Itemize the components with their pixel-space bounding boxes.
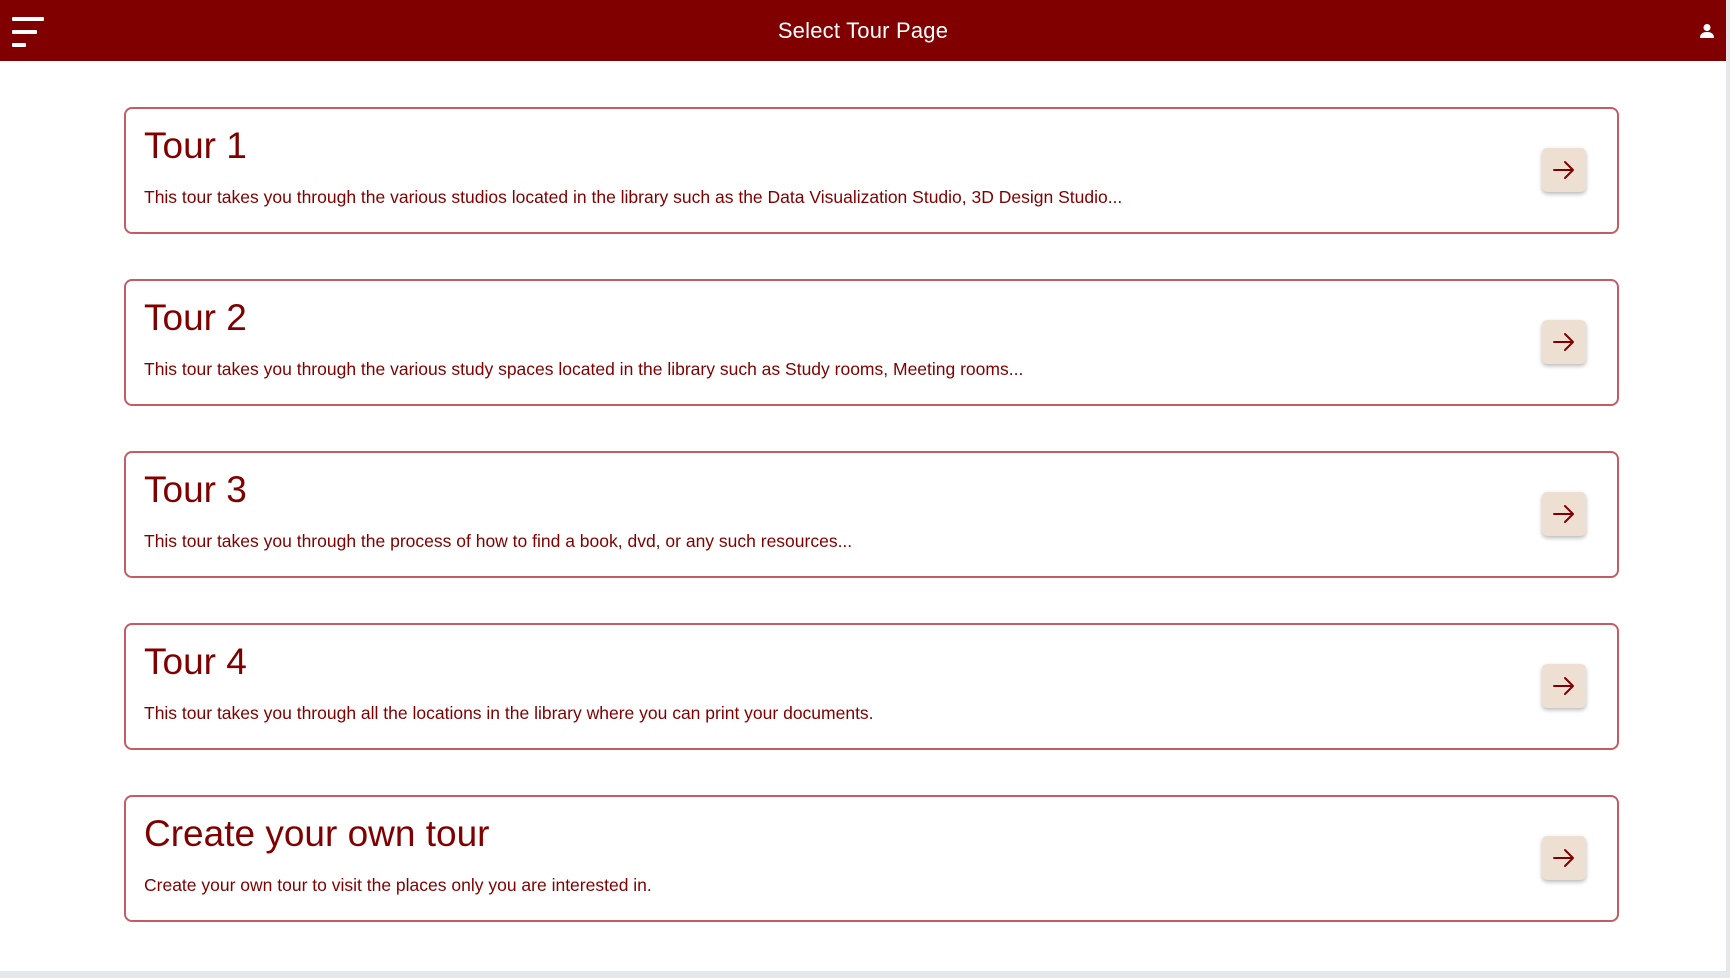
arrow-right-icon xyxy=(1552,330,1576,354)
tour-title: Tour 3 xyxy=(144,469,247,510)
start-tour-4-button[interactable] xyxy=(1542,664,1586,708)
tour-title: Create your own tour xyxy=(144,813,490,854)
start-tour-1-button[interactable] xyxy=(1542,148,1586,192)
tour-card-3[interactable] xyxy=(124,451,1619,578)
create-own-tour-button[interactable] xyxy=(1542,836,1586,880)
tour-title: Tour 4 xyxy=(144,641,247,682)
tour-card-2[interactable] xyxy=(124,279,1619,406)
start-tour-3-button[interactable] xyxy=(1542,492,1586,536)
page-title: Select Tour Page xyxy=(777,17,949,43)
tour-card-4[interactable] xyxy=(124,623,1619,750)
menu-icon[interactable] xyxy=(12,17,44,49)
tour-description: This tour takes you through all the locations in the library where you can print your documents. xyxy=(144,703,874,723)
scrollbar-track xyxy=(1726,0,1730,978)
app-header xyxy=(0,0,1726,61)
tour-title: Tour 2 xyxy=(144,297,247,338)
tour-title: Tour 1 xyxy=(144,125,247,166)
person-icon[interactable] xyxy=(1699,23,1715,39)
arrow-right-icon xyxy=(1552,846,1576,870)
arrow-right-icon xyxy=(1552,502,1576,526)
arrow-right-icon xyxy=(1552,674,1576,698)
tour-description: This tour takes you through the various study spaces located in the library such as Study rooms, Meeting rooms... xyxy=(144,359,1024,379)
start-tour-2-button[interactable] xyxy=(1542,320,1586,364)
bottom-edge xyxy=(0,971,1730,978)
arrow-right-icon xyxy=(1552,158,1576,182)
tour-card-1[interactable] xyxy=(124,107,1619,234)
tour-description: This tour takes you through the various studios located in the library such as the Data Visualization Studio, 3D Design Studio... xyxy=(144,187,1123,207)
tour-description: Create your own tour to visit the places only you are interested in. xyxy=(144,875,652,895)
tour-description: This tour takes you through the process of how to find a book, dvd, or any such resources... xyxy=(144,531,853,551)
tour-list xyxy=(124,107,1619,967)
tour-card-create-own[interactable] xyxy=(124,795,1619,922)
